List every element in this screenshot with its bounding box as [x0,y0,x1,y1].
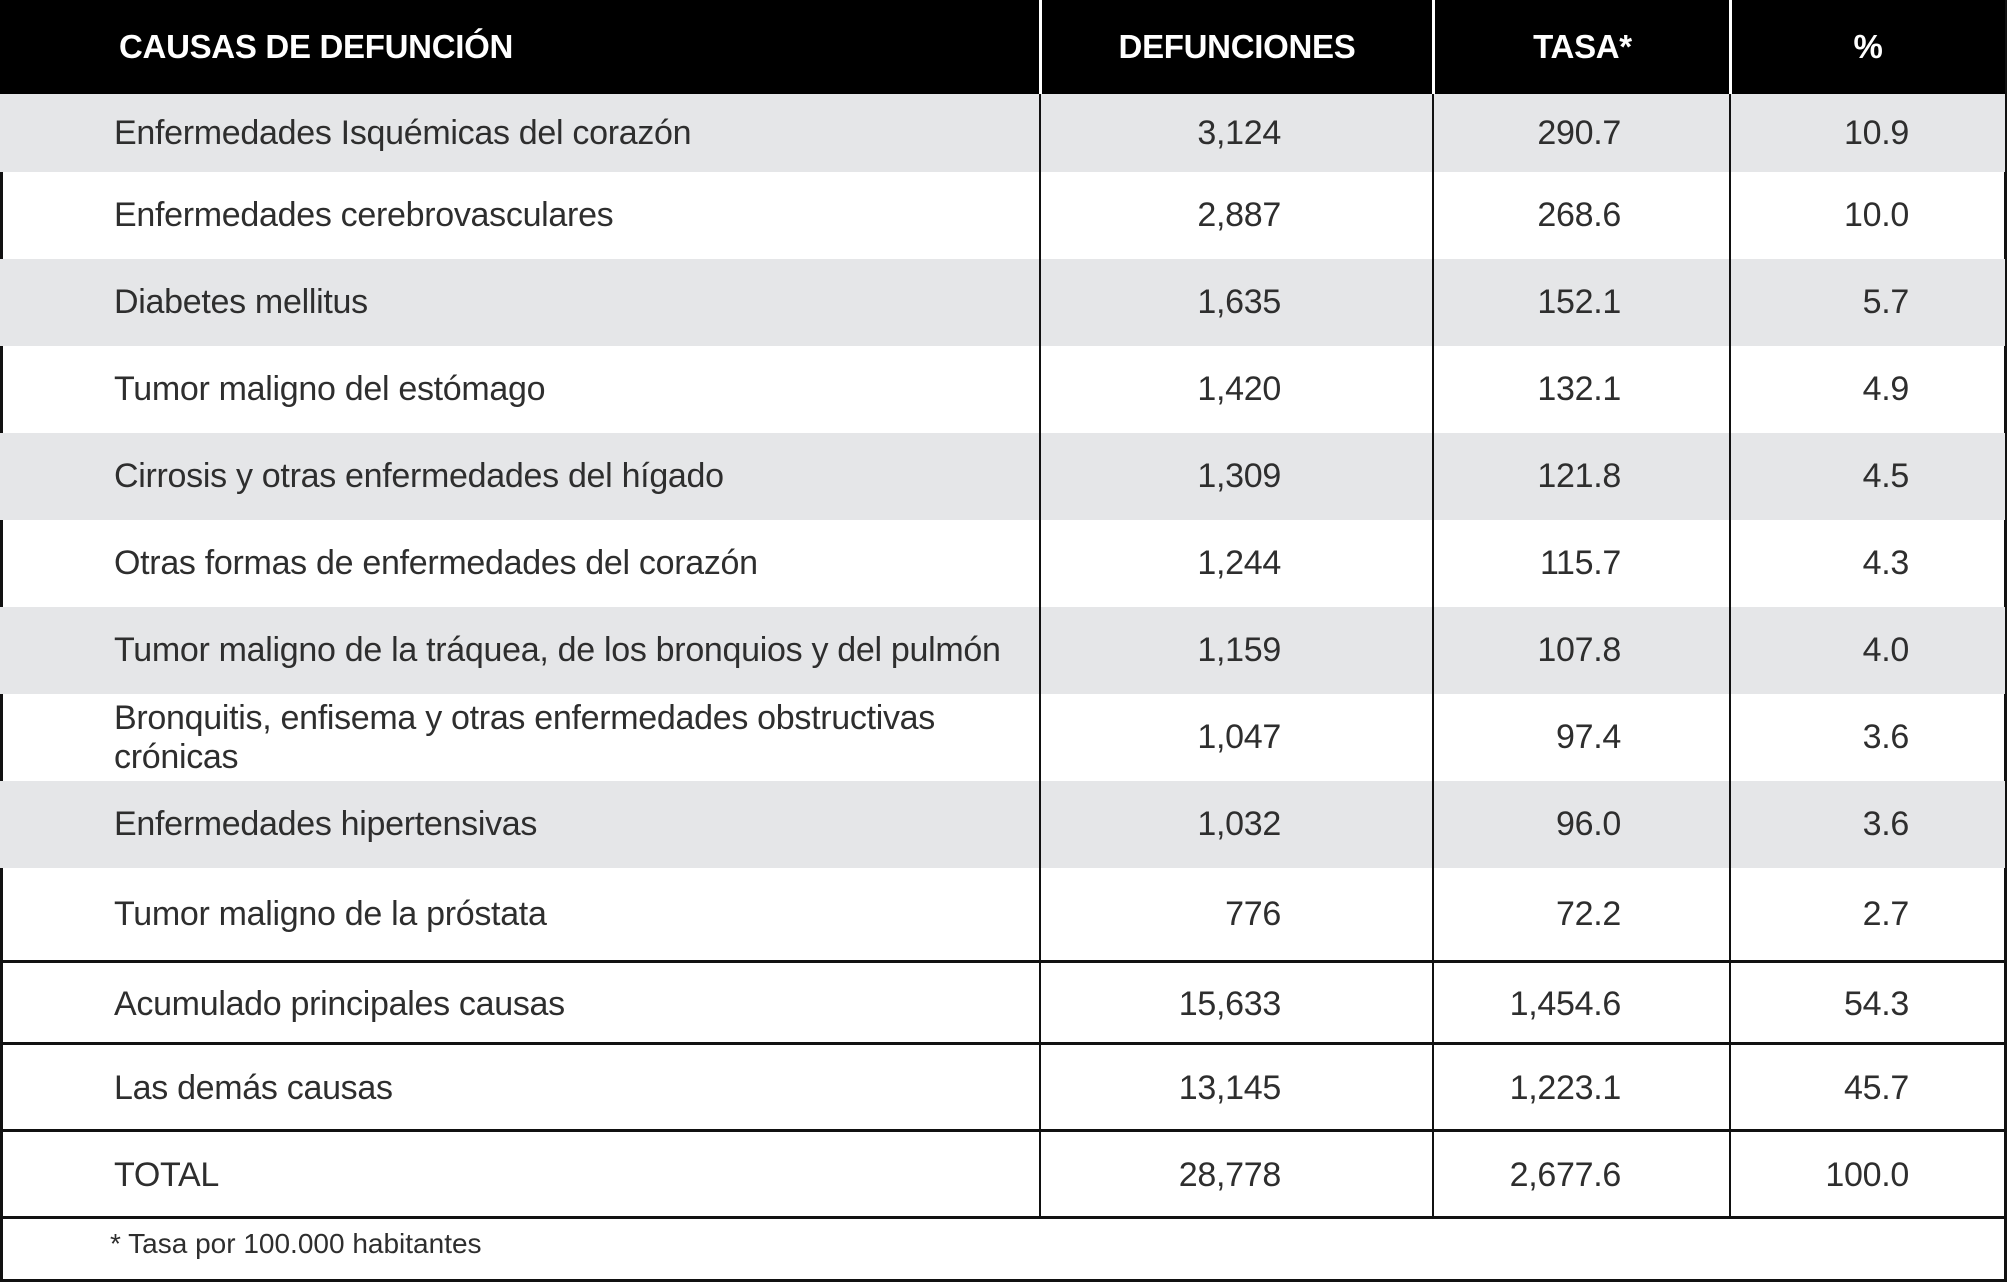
cell-percent: 2.7 [1862,894,1909,933]
row-rule [0,1216,2007,1219]
cell-rate: 107.8 [1537,631,1621,669]
cell-deaths: 1,047 [1197,718,1281,756]
cell-cause: Tumor maligno del estómago [114,370,546,408]
cell-deaths: 1,635 [1197,283,1281,321]
table-row [0,172,2005,259]
row-rule [0,1042,2007,1045]
cell-cause: Enfermedades cerebrovasculares [114,196,614,234]
cell-percent: 10.0 [1844,196,1909,234]
table-row [0,607,2005,694]
table-row [0,94,2005,172]
cell-deaths: 13,145 [1178,1069,1281,1107]
column-divider [1729,94,1731,1218]
table-row [0,433,2005,520]
cell-rate: 1,223.1 [1509,1069,1621,1107]
cell-rate: 97.4 [1556,718,1621,756]
cell-rate: 115.7 [1539,544,1621,582]
cell-rate: 72.2 [1556,894,1621,933]
cell-cause: TOTAL [114,1155,219,1194]
table-row [0,1045,2005,1132]
cell-deaths: 3,124 [1197,113,1281,152]
cell-rate: 268.6 [1537,196,1621,234]
cell-percent: 10.9 [1844,113,1909,152]
header-tasa: TASA* [1533,28,1632,65]
row-rule [0,1129,2007,1132]
column-divider [1039,94,1041,1218]
cell-cause: Bronquitis, enfisema y otras enfermedades obstructivas crónicas [114,698,935,776]
header-divider [1729,0,1732,94]
cell-percent: 100.0 [1825,1155,1909,1194]
cell-deaths: 1,159 [1197,631,1281,669]
cell-rate: 96.0 [1556,805,1621,843]
cell-cause: Las demás causas [114,1069,393,1107]
header-divider [1432,0,1435,94]
table-row [0,963,2005,1045]
table-row [0,694,2005,781]
cell-deaths: 2,887 [1197,196,1281,234]
table-row [0,520,2005,607]
cell-deaths: 776 [1225,894,1281,933]
header-causas: CAUSAS DE DEFUNCIÓN [119,28,513,65]
cell-percent: 4.3 [1862,544,1909,582]
cell-rate: 290.7 [1537,113,1621,152]
cell-cause: Tumor maligno de la próstata [114,894,547,933]
row-rule [0,960,2007,963]
cell-deaths: 1,309 [1197,457,1281,495]
cell-cause: Acumulado principales causas [114,984,565,1023]
cell-deaths: 1,244 [1197,544,1281,582]
cell-percent: 4.0 [1862,631,1909,669]
cell-percent: 54.3 [1844,984,1909,1023]
table-header [0,0,2005,94]
cell-rate: 152.1 [1537,283,1621,321]
cell-cause: Tumor maligno de la tráquea, de los bronquios y del pulmón [114,631,1001,669]
footnote: * Tasa por 100.000 habitantes [110,1228,482,1259]
cell-deaths: 28,778 [1178,1155,1281,1194]
cell-cause: Enfermedades Isquémicas del corazón [114,113,692,152]
cell-percent: 45.7 [1844,1069,1909,1107]
cell-percent: 4.9 [1862,370,1909,408]
cell-deaths: 1,420 [1197,370,1281,408]
cell-deaths: 15,633 [1178,984,1281,1023]
column-divider [1432,94,1434,1218]
cell-rate: 1,454.6 [1509,984,1621,1023]
cell-rate: 121.8 [1537,457,1621,495]
cell-rate: 2,677.6 [1509,1155,1621,1194]
cell-deaths: 1,032 [1197,805,1281,843]
cell-percent: 3.6 [1862,805,1909,843]
cell-rate: 132.1 [1537,370,1621,408]
header-defunciones: DEFUNCIONES [1118,28,1356,65]
cell-cause: Diabetes mellitus [114,283,368,321]
header-divider [1039,0,1042,94]
cell-percent: 5.7 [1862,283,1909,321]
table-row [0,868,2005,960]
cell-cause: Enfermedades hipertensivas [114,805,538,843]
table-row [0,781,2005,868]
table-row [0,259,2005,346]
cell-percent: 4.5 [1862,457,1909,495]
header-percent: % [1853,28,1883,65]
cell-cause: Otras formas de enfermedades del corazón [114,544,758,582]
table-row [0,1132,2005,1218]
cell-cause: Cirrosis y otras enfermedades del hígado [114,457,724,495]
table-row [0,346,2005,433]
cell-percent: 3.6 [1862,718,1909,756]
